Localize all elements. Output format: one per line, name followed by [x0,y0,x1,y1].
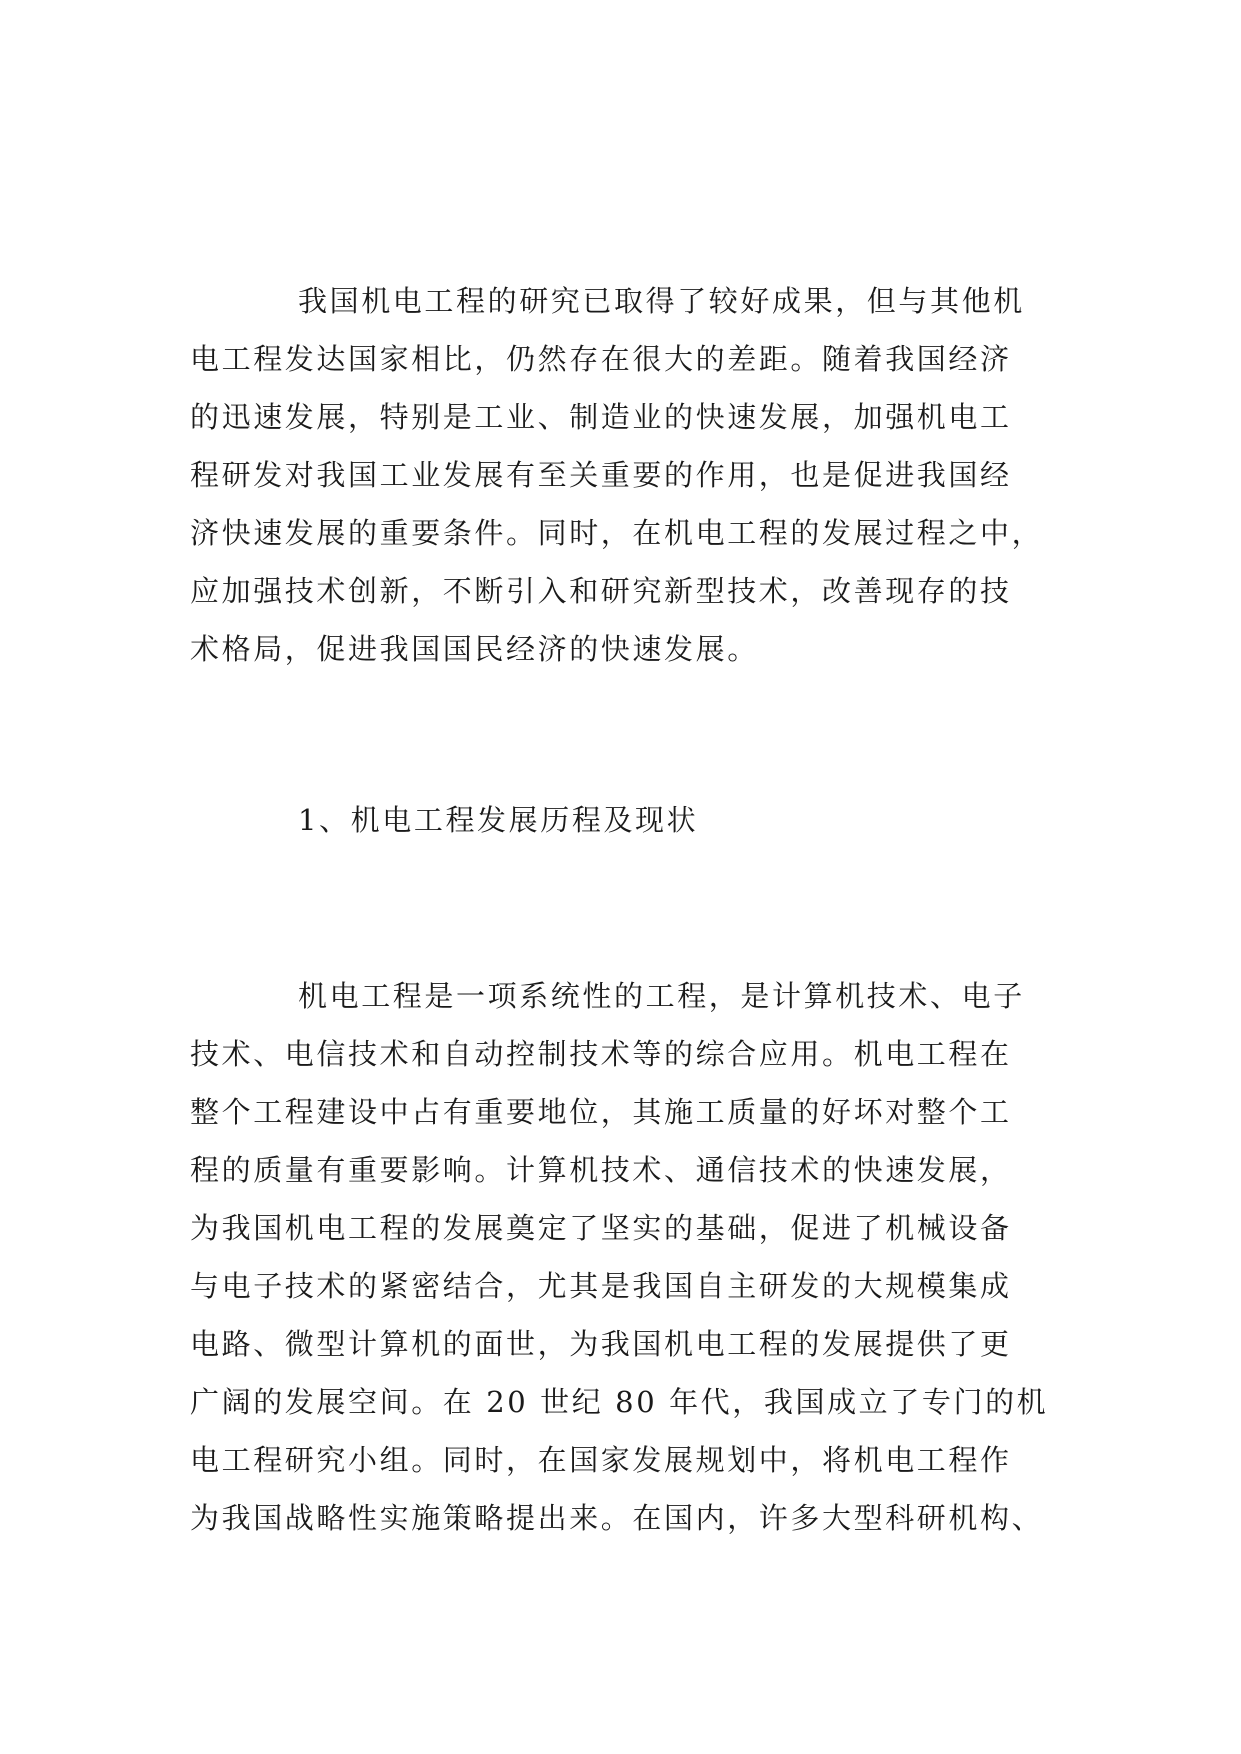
paragraph-line: 电工程研究小组。同时，在国家发展规划中，将机电工程作 [190,1443,1012,1477]
paragraph-line: 应加强技术创新，不断引入和研究新型技术，改善现存的技 [190,574,1012,608]
paragraph-line: 与电子技术的紧密结合，尤其是我国自主研发的大规模集成 [190,1269,1012,1303]
paragraph-line: 为我国战略性实施策略提出来。在国内，许多大型科研机构、 [190,1501,1044,1535]
paragraph-history [190,967,1050,1547]
paragraph-line: 术格局，促进我国国民经济的快速发展。 [190,632,759,666]
paragraph-line: 电工程发达国家相比，仍然存在很大的差距。随着我国经济 [190,342,1012,376]
paragraph-line: 程研发对我国工业发展有至关重要的作用，也是促进我国经 [190,458,1012,492]
paragraph-line: 广阔的发展空间。在 20 世纪 80 年代，我国成立了专门的机 [190,1385,1049,1419]
section-heading-text: 1、机电工程发展历程及现状 [298,803,699,837]
paragraph-line: 我国机电工程的研究已取得了较好成果，但与其他机 [298,284,1025,318]
paragraph-line: 整个工程建设中占有重要地位，其施工质量的好坏对整个工 [190,1095,1012,1129]
paragraph-line: 机电工程是一项系统性的工程，是计算机技术、电子 [298,979,1025,1013]
paragraph-line: 程的质量有重要影响。计算机技术、通信技术的快速发展， [190,1153,1012,1187]
paragraph-line: 技术、电信技术和自动控制技术等的综合应用。机电工程在 [190,1037,1012,1071]
paragraph-intro [190,272,1050,678]
section-heading [190,791,1050,849]
paragraph-line: 为我国机电工程的发展奠定了坚实的基础，促进了机械设备 [190,1211,1012,1245]
paragraph-line: 济快速发展的重要条件。同时，在机电工程的发展过程之中， [190,516,1044,550]
paragraph-line: 的迅速发展，特别是工业、制造业的快速发展，加强机电工 [190,400,1012,434]
paragraph-line: 电路、微型计算机的面世，为我国机电工程的发展提供了更 [190,1327,1012,1361]
